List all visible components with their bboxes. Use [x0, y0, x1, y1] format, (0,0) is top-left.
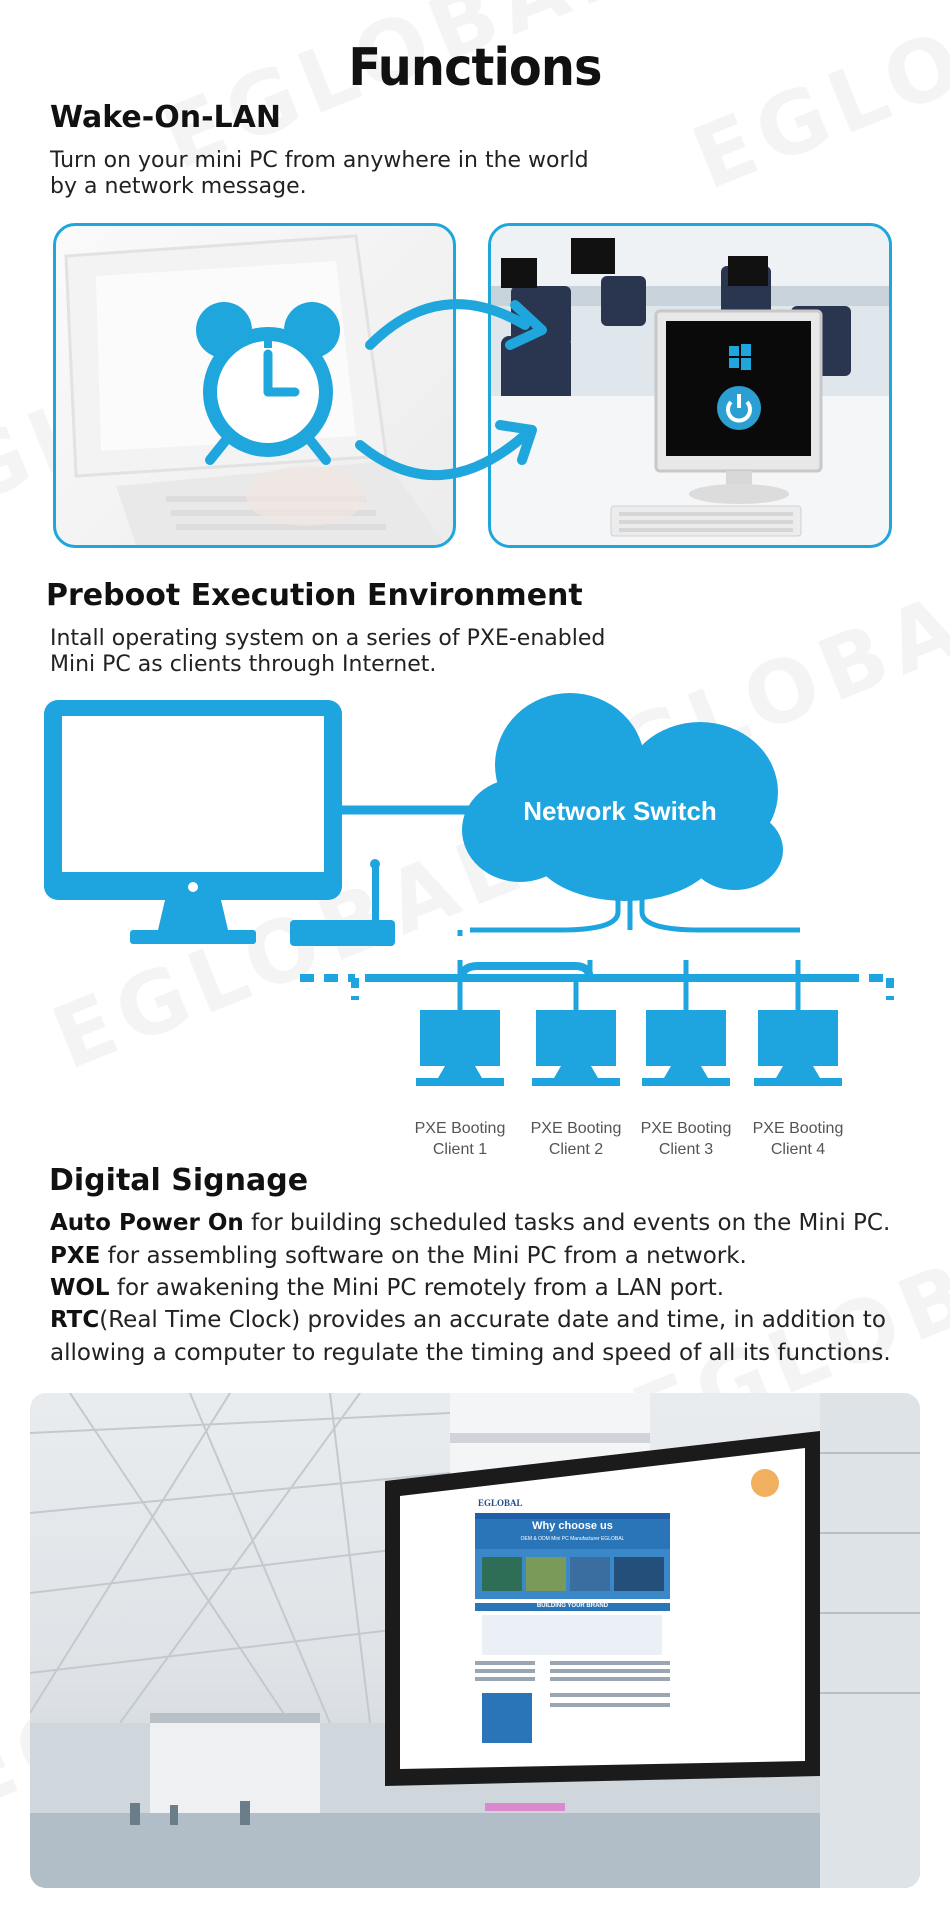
client-computers [0, 960, 950, 1110]
signage-line [50, 1243, 747, 1269]
wol-description [50, 148, 589, 200]
wol-desc-line: by a network message. [50, 174, 307, 199]
signage-text: for assembling software on the Mini PC from a network. [100, 1243, 747, 1269]
wol-desc-line: Turn on your mini PC from anywhere in the world [50, 148, 589, 173]
client-label-line: PXE Booting [752, 1120, 844, 1137]
client-label-2 [521, 1118, 631, 1160]
monitor-icon [44, 700, 342, 944]
client-label-line: PXE Booting [530, 1120, 622, 1137]
pxe-heading: Preboot Execution Environment [46, 578, 583, 613]
signage-term: WOL [50, 1275, 110, 1301]
network-switch-label: Network Switch [523, 796, 717, 826]
screen-logo: EGLOBAL [478, 1498, 523, 1508]
client-label-line: Client 1 [432, 1141, 488, 1158]
client-label-1 [405, 1118, 515, 1160]
client-label-4 [743, 1118, 853, 1160]
watermark [679, 0, 950, 209]
client-label-line: Client 2 [548, 1141, 604, 1158]
client-2-icon [532, 978, 620, 1086]
pxe-desc-line: Mini PC as clients through Internet. [50, 652, 437, 677]
signage-text: for building scheduled tasks and events on the Mini PC. [243, 1210, 891, 1236]
signage-line [50, 1210, 890, 1236]
screen-subtitle: OEM & ODM Mini PC Manufacturer EGLOBAL [520, 1536, 625, 1542]
client-label-3 [631, 1118, 741, 1160]
signage-photo [30, 1393, 920, 1888]
signage-line [50, 1307, 886, 1333]
signage-term: RTC [50, 1307, 100, 1333]
signage-term: Auto Power On [50, 1210, 244, 1236]
page-title: Functions [348, 38, 602, 98]
client-label-line: Client 4 [770, 1141, 826, 1158]
airport-display-illustration [30, 1393, 920, 1888]
client-label-line: PXE Booting [414, 1120, 506, 1137]
signage-text: (Real Time Clock) provides an accurate date and time, in addition to [99, 1307, 886, 1333]
screen-banner: Why choose us [532, 1520, 613, 1532]
pxe-network-diagram [0, 680, 950, 1000]
client-1-icon [416, 978, 504, 1086]
pxe-description [50, 626, 605, 678]
signage-term: PXE [50, 1243, 101, 1269]
arrow-icon [350, 285, 560, 500]
wol-heading: Wake-On-LAN [50, 100, 281, 135]
client-3-icon [642, 1010, 730, 1086]
signage-heading: Digital Signage [49, 1163, 309, 1198]
client-4-icon [754, 1010, 842, 1086]
screen-brand: BUILDING YOUR BRAND [536, 1603, 609, 1609]
client-label-line: Client 3 [658, 1141, 714, 1158]
signage-text: for awakening the Mini PC remotely from a LAN port. [109, 1275, 725, 1301]
signage-line [50, 1275, 724, 1301]
signage-line: allowing a computer to regulate the timing and speed of all its functions. [50, 1340, 891, 1366]
pxe-desc-line: Intall operating system on a series of PXE-enabled [50, 626, 606, 651]
client-label-line: PXE Booting [640, 1120, 732, 1137]
